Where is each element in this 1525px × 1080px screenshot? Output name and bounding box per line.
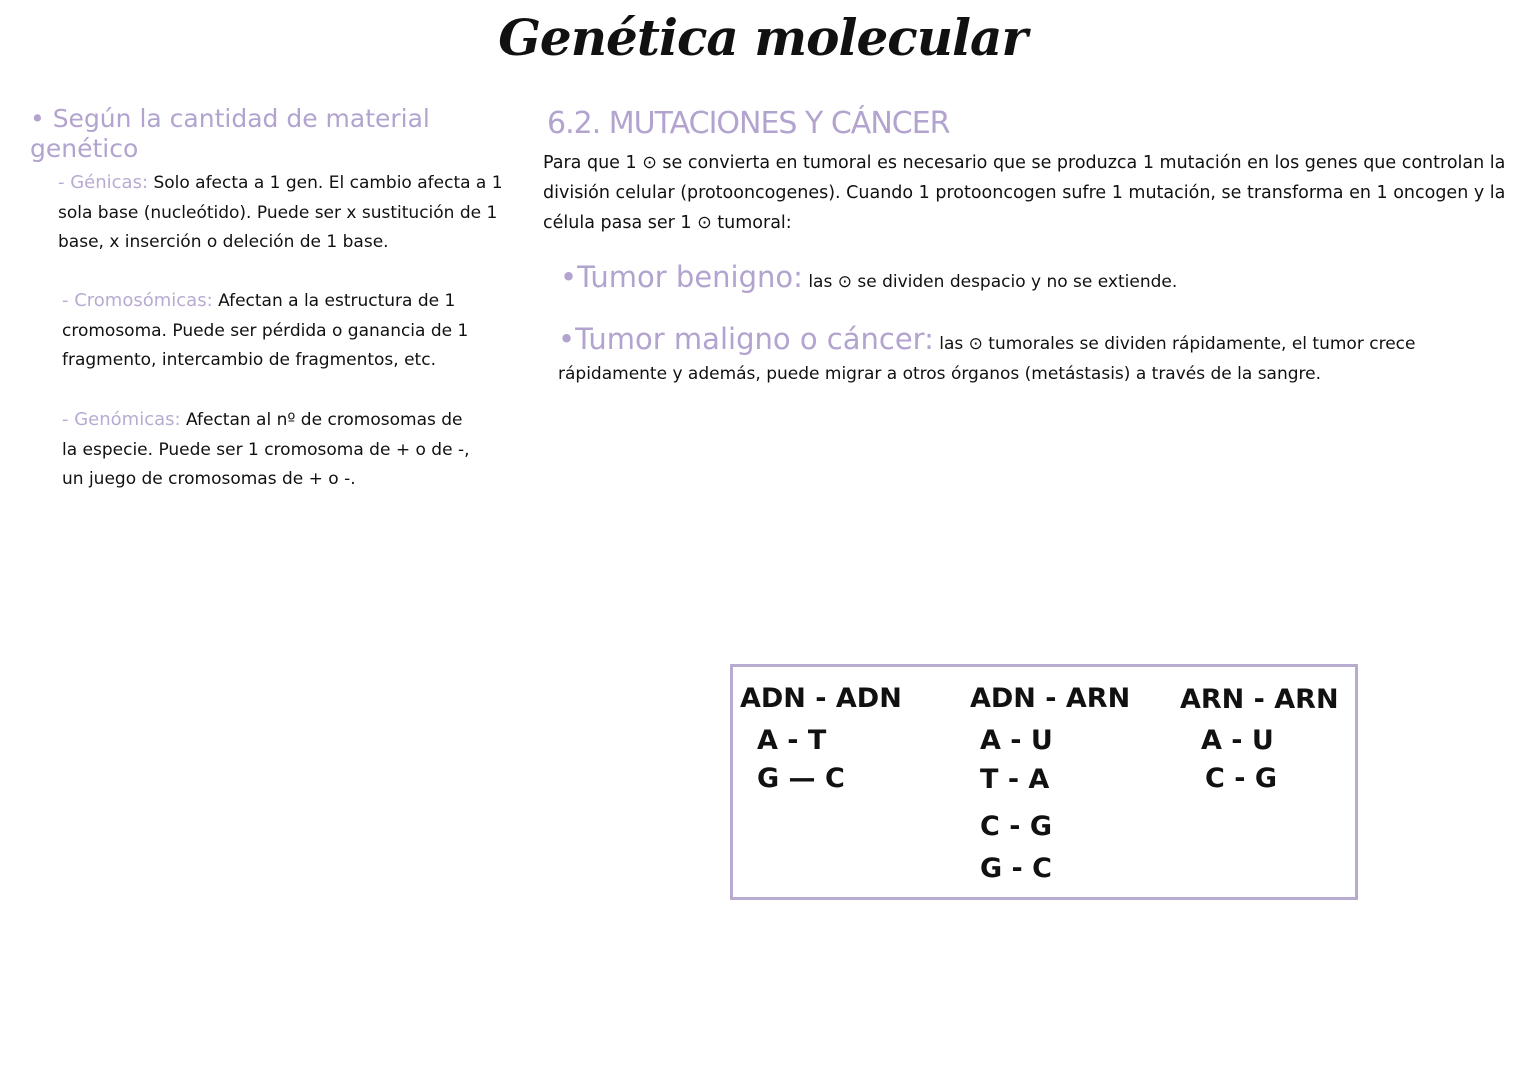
- tumor-text: las ⊙ se dividen despacio y no se extiende.: [808, 272, 1178, 292]
- base-pair: A - U: [980, 725, 1053, 756]
- column-header: ADN - ADN: [740, 683, 902, 714]
- base-pairing-table: [730, 664, 1358, 900]
- section-heading-mutaciones-cancer: 6.2. MUTACIONES Y CÁNCER: [547, 106, 950, 141]
- mutation-type-cromosomicas: [62, 286, 492, 376]
- item-label: - Genómicas:: [62, 409, 181, 430]
- page-title: Genética molecular: [498, 8, 1027, 67]
- base-pair: A - T: [757, 725, 827, 756]
- item-label: - Génicas:: [58, 172, 149, 193]
- item-text: Afectan al nº de cromosomas de la especie. Puede ser 1 cromosoma de + o de -, un juego de cromosomas de + o -.: [62, 410, 470, 489]
- tumor-label: •Tumor maligno o cáncer:: [558, 322, 934, 356]
- item-label: - Cromosómicas:: [62, 290, 213, 311]
- item-text: Afectan a la estructura de 1 cromosoma. Puede ser pérdida o ganancia de 1 fragmento, intercambio de fragmentos, etc.: [62, 291, 469, 370]
- tumor-maligno: [558, 324, 1458, 389]
- tumor-label: •Tumor benigno:: [560, 260, 803, 294]
- item-text: Solo afecta a 1 gen. El cambio afecta a 1 sola base (nucleótido). Puede ser x sustitución de 1 base, x inserción o deleción de 1 base.: [58, 173, 503, 252]
- base-pair: T - A: [980, 764, 1050, 795]
- column-header: ARN - ARN: [1180, 684, 1339, 715]
- base-pair: G - C: [980, 853, 1052, 884]
- mutation-type-genomicas: [62, 405, 482, 495]
- section-heading-material-genetico: • Según la cantidad de material genético: [30, 104, 430, 163]
- intro-paragraph: Para que 1 ⊙ se convierta en tumoral es necesario que se produzca 1 mutación en los genes que controlan la división celular (protooncogenes). Cuando 1 protooncogen sufre 1 mutación, se transforma en 1 oncogen y la célula pasa ser 1 ⊙ tumoral:: [543, 153, 1506, 233]
- tumor-benigno: [560, 262, 1460, 297]
- base-pair: C - G: [1205, 763, 1277, 794]
- mutation-type-genicas: [58, 168, 508, 258]
- base-pair: C - G: [980, 811, 1052, 842]
- column-header: ADN - ARN: [970, 683, 1131, 714]
- base-pair: A - U: [1201, 725, 1274, 756]
- base-pair: G — C: [757, 763, 845, 794]
- tumor-text: las ⊙ tumorales se dividen rápidamente, el tumor crece rápidamente y además, puede migrar a otros órganos (metástasis) a través de la sangre.: [558, 334, 1416, 384]
